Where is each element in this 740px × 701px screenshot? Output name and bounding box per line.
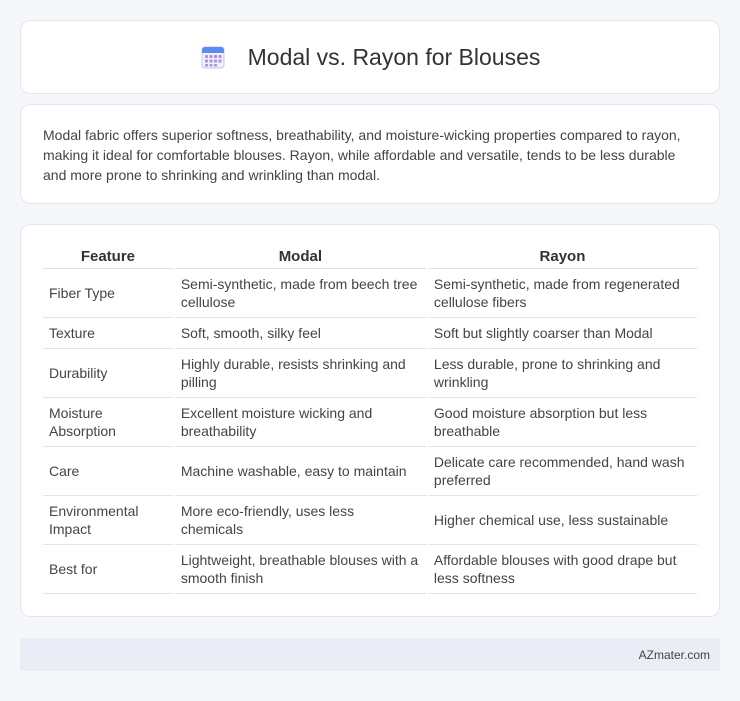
modal-cell: Highly durable, resists shrinking and pilling [175,349,426,398]
rayon-cell: Semi-synthetic, made from regenerated cellulose fibers [428,269,697,318]
table-row [43,496,697,545]
rayon-cell: Good moisture absorption but less breathable [428,398,697,447]
table-row [43,349,697,398]
rayon-cell: Affordable blouses with good drape but less softness [428,545,697,594]
feature-cell: Fiber Type [43,269,173,318]
rayon-cell: Higher chemical use, less sustainable [428,496,697,545]
modal-cell: Soft, smooth, silky feel [175,318,426,349]
rayon-cell: Delicate care recommended, hand wash preferred [428,447,697,496]
table-row [43,545,697,594]
table-row [43,398,697,447]
header-card [20,20,720,94]
footer-brand[interactable]: AZmater.com [638,647,710,662]
header-modal: Modal [175,245,426,269]
comparison-table [41,245,699,594]
table-header-row [43,245,697,269]
page-title: Modal vs. Rayon for Blouses [247,43,541,70]
table-row [43,447,697,496]
header-feature: Feature [43,245,173,269]
modal-cell: Lightweight, breathable blouses with a smooth finish [175,545,426,594]
feature-cell: Environmental Impact [43,496,173,545]
modal-cell: Excellent moisture wicking and breathability [175,398,426,447]
summary-text: Modal fabric offers superior softness, breathability, and moisture-wicking properties compared to rayon, making it ideal for comfortable blouses. Rayon, while affordable and versatile, tends to be less durable and more prone to shrinking and wrinkling than modal. [43,127,681,183]
modal-cell: Machine washable, easy to maintain [175,447,426,496]
rayon-cell: Less durable, prone to shrinking and wrinkling [428,349,697,398]
modal-cell: Semi-synthetic, made from beech tree cellulose [175,269,426,318]
rayon-cell: Soft but slightly coarser than Modal [428,318,697,349]
comparison-card [20,224,720,617]
feature-cell: Moisture Absorption [43,398,173,447]
modal-cell: More eco-friendly, uses less chemicals [175,496,426,545]
header-rayon: Rayon [428,245,697,269]
feature-cell: Texture [43,318,173,349]
feature-cell: Best for [43,545,173,594]
table-row [43,318,697,349]
calendar-icon [200,44,226,70]
feature-cell: Durability [43,349,173,398]
summary-card [20,104,720,204]
table-row [43,269,697,318]
feature-cell: Care [43,447,173,496]
footer-bar [20,638,720,671]
